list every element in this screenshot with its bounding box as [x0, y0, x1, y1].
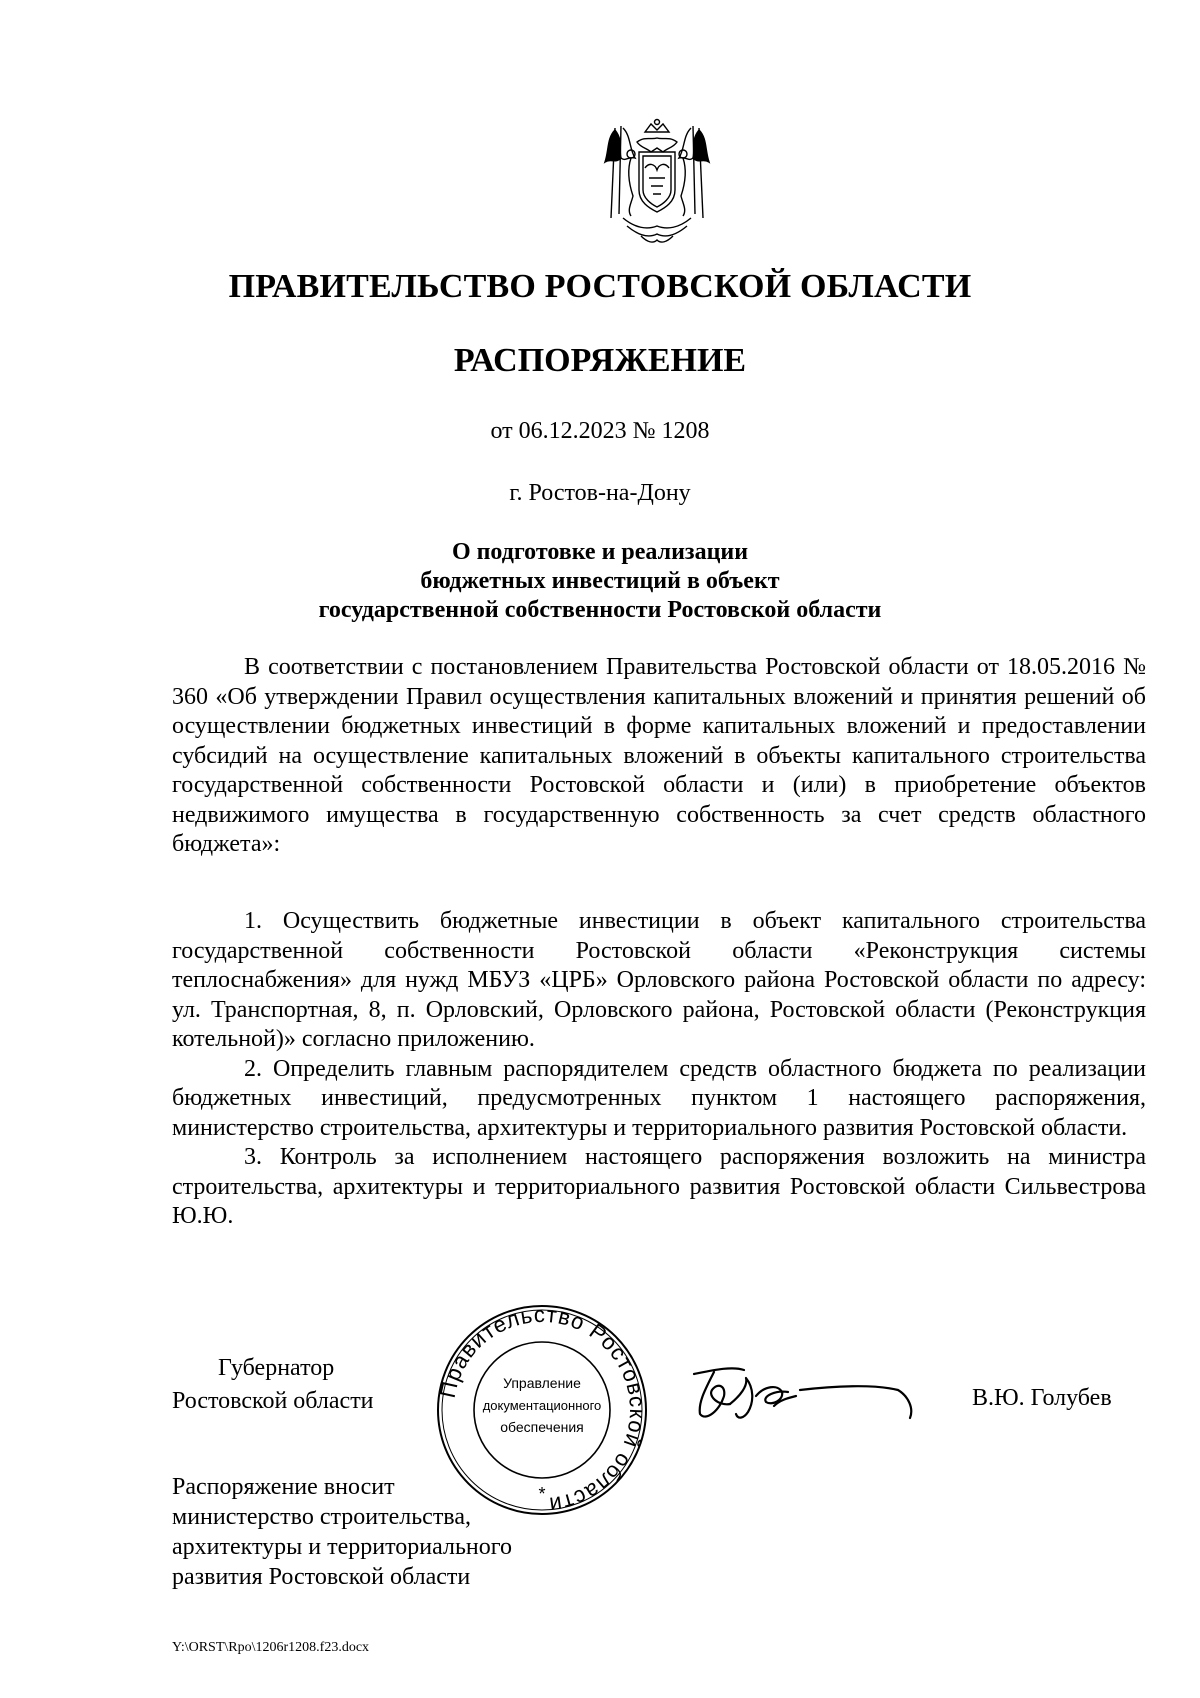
numbered-items [172, 907, 1146, 1232]
subject-line: бюджетных инвестиций в объект [420, 568, 780, 594]
position-line: Ростовской области [172, 1388, 374, 1414]
stamp-inner-line: обеспечения [500, 1419, 584, 1435]
subject-line: государственной собственности Ростовской области [318, 597, 882, 623]
handwritten-signature [684, 1356, 944, 1446]
item-paragraph: 3. Контроль за исполнением настоящего распоряжения возложить на министра строительства, архитектуры и территориального развития Ростовской области Сильвестрова Ю.Ю. [172, 1144, 1146, 1229]
document-subject [0, 538, 1200, 625]
submitted-by-block [172, 1472, 512, 1592]
preamble-paragraph: В соответствии с постановлением Правительства Ростовской области от 18.05.2016 № 360 «Об утверждении Правил осуществления капитальных вложений и принятия решений об осуществлении бюджетных инвестиций в форме капитальных вложений и предоставлении субсидий на осуществление капитальных вложений в объекты капитального строительства государственной собственности Ростовской области и (или) в приобретение объектов недвижимого имущества в государственную собственность за счет средств областного бюджета»: [172, 654, 1146, 857]
preamble-block [172, 653, 1146, 860]
subject-line: О подготовке и реализации [451, 539, 749, 565]
document-city: г. Ростов-на-Дону [509, 480, 691, 506]
signatory-position [172, 1352, 374, 1418]
submitted-by-line: Распоряжение вносит [172, 1474, 395, 1500]
submitted-by-line: архитектуры и территориального [172, 1534, 512, 1560]
submitted-by-line: развития Ростовской области [172, 1564, 471, 1590]
stamp-inner-line: Управление [503, 1375, 581, 1391]
item-paragraph: 2. Определить главным распорядителем средств областного бюджета по реализации бюджетных инвестиций, предусмотренных пунктом 1 настоящего распоряжения, министерство строительства, архитектуры и территориального развития Ростовской области. [172, 1055, 1146, 1141]
submitted-by-line: министерство строительства, [172, 1504, 471, 1530]
stamp-outer-text: Правительство Ростовской области [434, 1301, 651, 1518]
organization-title: ПРАВИТЕЛЬСТВО РОСТОВСКОЙ ОБЛАСТИ [228, 268, 972, 305]
document-date-number: от 06.12.2023 № 1208 [490, 418, 710, 444]
item-paragraph: 1. Осуществить бюджетные инвестиции в объект капитального строительства государственной собственности Ростовской области «Реконструкция системы теплоснабжения» для нужд МБУЗ «ЦРБ» Орловского района Ростовской области по адресу: ул. Транспортная, 8, п. Орловский, Орловского района, Ростовской области (Реконструкция котельной)» согласно приложению. [172, 908, 1146, 1052]
position-line: Губернатор [218, 1355, 335, 1381]
file-path: Y:\ORST\Rpo\1206r1208.f23.docx [172, 1640, 370, 1655]
stamp-star: * [538, 1484, 546, 1504]
stamp-inner-line: документационного [482, 1398, 602, 1413]
signatory-name: В.Ю. Голубев [972, 1385, 1112, 1411]
document-type-title: РАСПОРЯЖЕНИЕ [453, 342, 747, 379]
coat-of-arms-emblem [601, 118, 713, 246]
